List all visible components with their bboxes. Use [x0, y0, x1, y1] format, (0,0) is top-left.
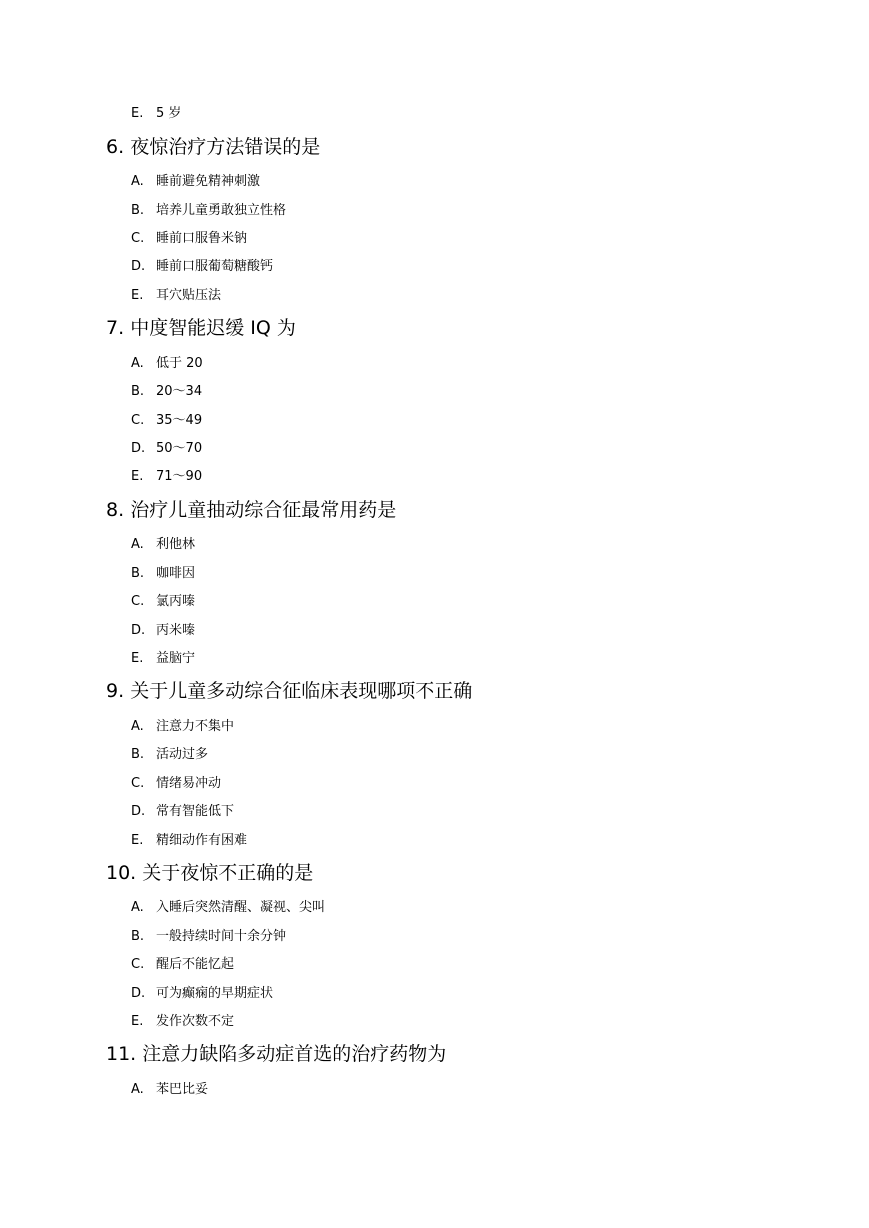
question-title — [106, 679, 472, 703]
question-title — [106, 861, 313, 885]
option-text: 睡前避免精神刺激 — [156, 174, 261, 189]
option-e — [131, 468, 202, 486]
option-text: 耳穴贴压法 — [156, 288, 222, 303]
option-letter: B. — [131, 203, 145, 218]
option-text: 5 岁 — [156, 106, 182, 121]
option-b — [131, 928, 286, 946]
option-letter: E. — [131, 651, 144, 666]
question-text: 治疗儿童抽动综合征最常用药是 — [130, 499, 397, 521]
option-letter: B. — [131, 929, 145, 944]
option-letter: A. — [131, 537, 144, 552]
option-letter: A. — [131, 900, 144, 915]
option-letter: A. — [131, 356, 144, 371]
option-text: 可为癫痫的早期症状 — [156, 986, 274, 1001]
option-letter: A. — [131, 1082, 144, 1097]
option-text: 氯丙嗪 — [156, 594, 196, 609]
option-text: 20～34 — [156, 384, 203, 399]
question-text: 关于儿童多动综合征临床表现哪项不正确 — [130, 680, 473, 702]
option-text: 苯巴比妥 — [156, 1082, 209, 1097]
option-e — [131, 105, 181, 123]
option-text: 益脑宁 — [156, 651, 196, 666]
question-number: 9. — [106, 680, 125, 702]
option-letter: B. — [131, 566, 145, 581]
option-c — [131, 956, 234, 974]
option-letter: D. — [131, 623, 146, 638]
option-b — [131, 202, 286, 220]
option-d — [131, 440, 202, 458]
question-title — [106, 1042, 446, 1066]
option-c — [131, 775, 221, 793]
option-letter: C. — [131, 594, 145, 609]
option-d — [131, 622, 195, 640]
option-a — [131, 899, 325, 917]
option-letter: A. — [131, 719, 144, 734]
option-text: 睡前口服鲁米钠 — [156, 231, 248, 246]
option-text: 精细动作有困难 — [156, 833, 248, 848]
option-e — [131, 1013, 234, 1031]
option-a — [131, 1081, 208, 1099]
option-letter: E. — [131, 1014, 144, 1029]
option-e — [131, 832, 247, 850]
option-text: 发作次数不定 — [156, 1014, 235, 1029]
option-text: 利他林 — [156, 537, 196, 552]
option-c — [131, 412, 202, 430]
option-letter: E. — [131, 469, 144, 484]
option-letter: E. — [131, 106, 144, 121]
option-text: 常有智能低下 — [156, 804, 235, 819]
option-text: 50～70 — [156, 441, 203, 456]
option-text: 低于 20 — [156, 356, 203, 371]
option-text: 丙米嗪 — [156, 623, 196, 638]
option-e — [131, 287, 221, 305]
question-title — [106, 316, 296, 340]
option-text: 情绪易冲动 — [156, 776, 222, 791]
option-text: 35～49 — [156, 413, 203, 428]
option-text: 活动过多 — [156, 747, 209, 762]
option-a — [131, 173, 260, 191]
option-text: 睡前口服葡萄糖酸钙 — [156, 259, 274, 274]
question-text: 中度智能迟缓 IQ 为 — [130, 317, 296, 339]
option-d — [131, 803, 234, 821]
option-letter: D. — [131, 804, 146, 819]
question-title — [106, 135, 320, 159]
option-letter: C. — [131, 413, 145, 428]
option-a — [131, 355, 203, 373]
option-letter: E. — [131, 833, 144, 848]
option-letter: D. — [131, 986, 146, 1001]
option-letter: E. — [131, 288, 144, 303]
option-a — [131, 718, 234, 736]
question-text: 夜惊治疗方法错误的是 — [130, 136, 321, 158]
option-text: 71～90 — [156, 469, 203, 484]
option-d — [131, 258, 273, 276]
option-text: 注意力不集中 — [156, 719, 235, 734]
option-e — [131, 650, 195, 668]
option-d — [131, 985, 273, 1003]
question-number: 11. — [106, 1043, 137, 1065]
option-text: 一般持续时间十余分钟 — [156, 929, 287, 944]
option-c — [131, 593, 195, 611]
question-number: 7. — [106, 317, 125, 339]
option-b — [131, 746, 208, 764]
option-letter: B. — [131, 384, 145, 399]
question-text: 关于夜惊不正确的是 — [142, 862, 314, 884]
option-text: 醒后不能忆起 — [156, 957, 235, 972]
option-a — [131, 536, 195, 554]
option-c — [131, 230, 247, 248]
option-letter: C. — [131, 231, 145, 246]
option-letter: A. — [131, 174, 144, 189]
option-b — [131, 565, 195, 583]
option-letter: C. — [131, 776, 145, 791]
option-text: 培养儿童勇敢独立性格 — [156, 203, 287, 218]
question-number: 10. — [106, 862, 137, 884]
question-number: 8. — [106, 499, 125, 521]
option-b — [131, 383, 202, 401]
option-letter: B. — [131, 747, 145, 762]
question-text: 注意力缺陷多动症首选的治疗药物为 — [142, 1043, 447, 1065]
option-text: 入睡后突然清醒、凝视、尖叫 — [156, 900, 326, 915]
option-letter: C. — [131, 957, 145, 972]
question-title — [106, 498, 396, 522]
option-text: 咖啡因 — [156, 566, 196, 581]
option-letter: D. — [131, 441, 146, 456]
option-letter: D. — [131, 259, 146, 274]
question-number: 6. — [106, 136, 125, 158]
